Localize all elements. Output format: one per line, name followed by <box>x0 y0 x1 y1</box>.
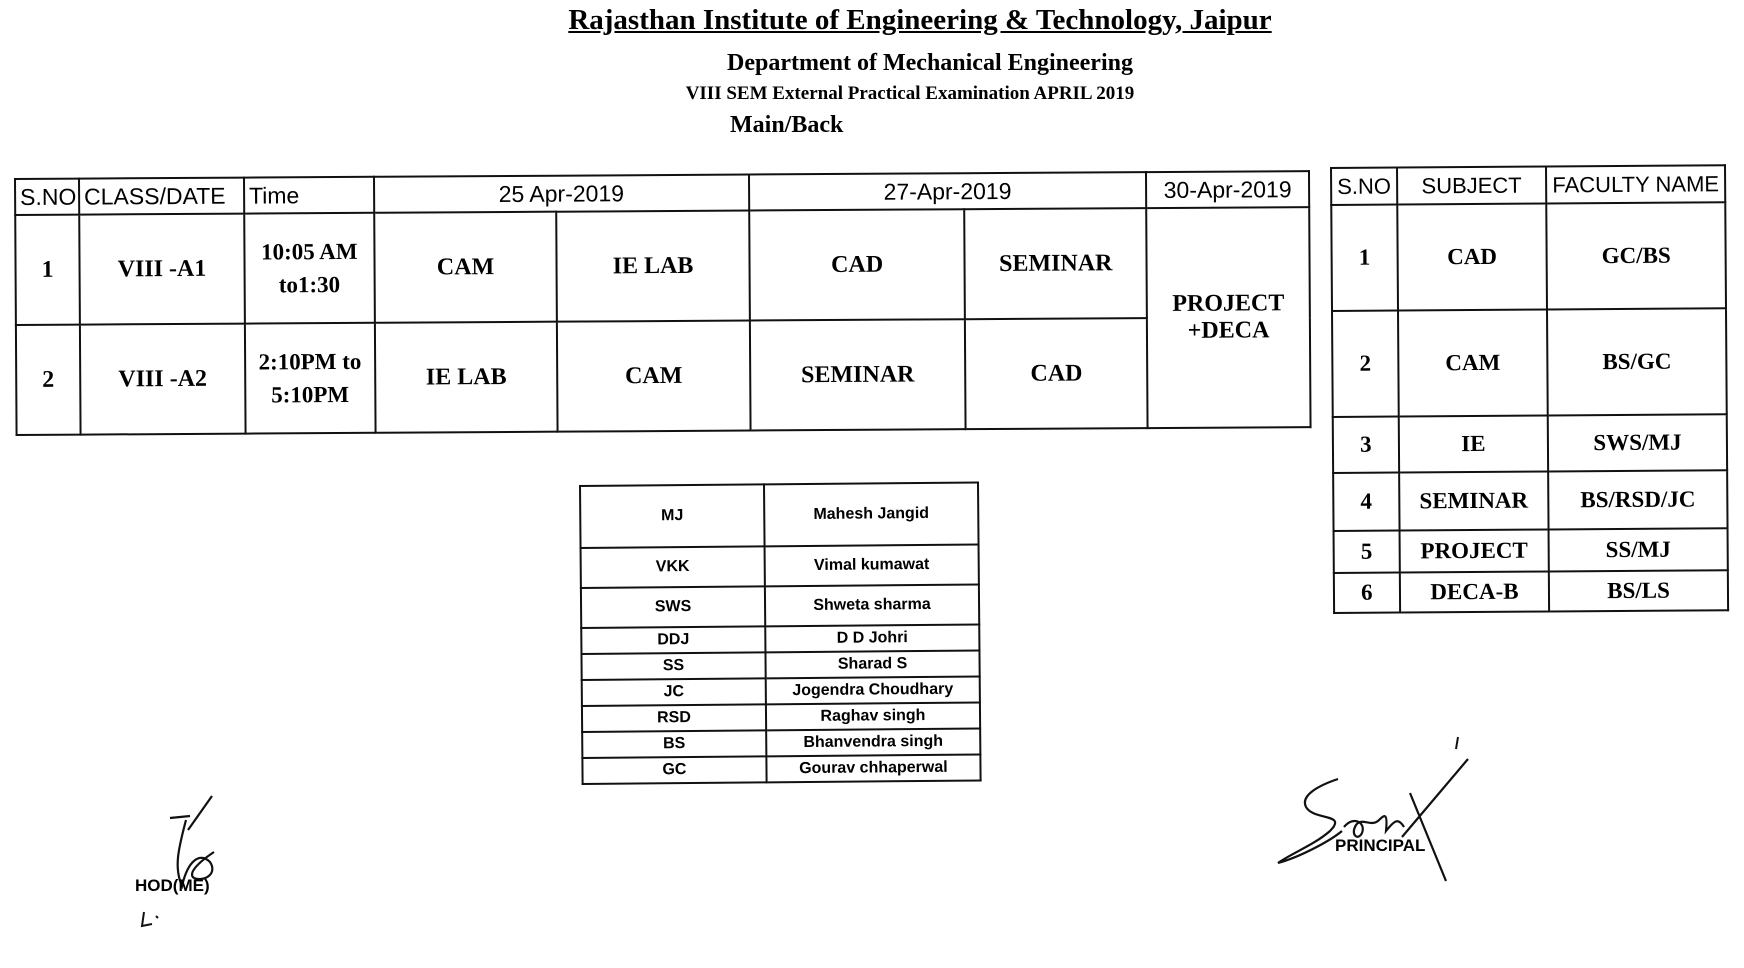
slot-date3-line1: PROJECT <box>1172 290 1285 317</box>
slot-date3-line2: +DECA <box>1187 317 1270 344</box>
exam-mode: Main/Back <box>730 112 844 138</box>
abbr-full-name: D D Johri <box>765 625 979 653</box>
abbr-row <box>582 703 980 732</box>
slot-date1-a: IE LAB <box>375 322 558 433</box>
principal-signature <box>1270 735 1470 885</box>
abbr-row <box>581 545 979 588</box>
abbr-code: SS <box>581 652 765 680</box>
abbr-code: SWS <box>581 586 765 628</box>
time-end: 5:10PM <box>271 381 350 408</box>
faculty-row <box>1331 202 1726 311</box>
faculty-sno: 2 <box>1332 311 1399 417</box>
abbr-row <box>582 729 980 758</box>
faculty-subject: CAM <box>1398 309 1548 416</box>
faculty-name: SWS/MJ <box>1548 414 1727 471</box>
abbr-row <box>581 651 979 680</box>
header-class-date: CLASS/DATE <box>79 178 244 215</box>
schedule-row <box>16 317 1311 435</box>
faculty-table <box>1330 164 1729 614</box>
abbr-code: JC <box>582 678 766 706</box>
abbr-full-name: Shweta sharma <box>765 585 979 627</box>
faculty-subject: CAD <box>1397 203 1547 310</box>
slot-date2-b: SEMINAR <box>965 208 1147 319</box>
slot-date2-a: SEMINAR <box>750 319 966 430</box>
abbr-row <box>581 625 979 654</box>
row-class: VIII -A2 <box>80 324 246 435</box>
institute-title: Rajasthan Institute of Engineering & Technology, Jaipur <box>568 4 1272 36</box>
schedule-row <box>15 207 1310 325</box>
principal-label: PRINCIPAL <box>1335 836 1426 855</box>
faculty-sno: 4 <box>1333 473 1399 531</box>
time-end: to1:30 <box>278 272 341 298</box>
time-start: 10:05 AM <box>260 238 358 265</box>
header-date-3: 30-Apr-2019 <box>1146 171 1309 208</box>
header-date-2: 27-Apr-2019 <box>749 172 1147 210</box>
schedule-table <box>14 170 1312 436</box>
abbr-code: GC <box>582 756 766 784</box>
faculty-subject: PROJECT <box>1399 529 1549 572</box>
abbreviation-table <box>579 482 982 785</box>
faculty-row <box>1333 470 1727 531</box>
row-sno: 2 <box>16 325 81 435</box>
faculty-sno: 5 <box>1334 531 1400 573</box>
hod-signature <box>130 790 240 940</box>
abbr-code: RSD <box>582 704 766 732</box>
header-sno: S.NO <box>15 179 79 215</box>
faculty-header-row <box>1331 165 1725 205</box>
abbr-full-name: Raghav singh <box>766 703 980 731</box>
header-sno: S.NO <box>1331 168 1397 205</box>
abbr-code: DDJ <box>581 626 765 654</box>
abbr-full-name: Vimal kumawat <box>764 545 978 587</box>
row-time <box>244 213 374 324</box>
hod-label: HOD(ME) <box>135 876 210 895</box>
row-sno: 1 <box>15 215 80 325</box>
abbr-full-name: Mahesh Jangid <box>764 483 979 547</box>
faculty-sno: 3 <box>1333 417 1399 473</box>
abbr-full-name: Gourav chhaperwal <box>766 755 980 783</box>
slot-date1-a: CAM <box>374 212 557 323</box>
slot-date2-a: CAD <box>749 209 965 320</box>
faculty-row <box>1334 570 1728 613</box>
row-class: VIII -A1 <box>79 214 245 325</box>
faculty-row <box>1332 308 1727 417</box>
abbr-code: VKK <box>581 546 765 588</box>
faculty-name: GC/BS <box>1546 202 1726 309</box>
abbr-code: MJ <box>580 484 764 548</box>
exam-title: VIII SEM External Practical Examination APRIL 2019 <box>685 83 1135 104</box>
faculty-name: SS/MJ <box>1549 528 1728 571</box>
slot-date1-b: CAM <box>557 321 750 432</box>
faculty-name: BS/RSD/JC <box>1548 470 1727 529</box>
faculty-subject: IE <box>1399 415 1549 472</box>
faculty-subject: DECA-B <box>1400 571 1550 612</box>
abbr-row <box>582 677 980 706</box>
row-time <box>245 323 375 434</box>
faculty-name: BS/LS <box>1549 570 1728 611</box>
department-title: Department of Mechanical Engineering <box>727 50 1133 76</box>
slot-date3 <box>1146 207 1310 428</box>
faculty-row <box>1333 414 1727 473</box>
abbr-full-name: Bhanvendra singh <box>766 729 980 757</box>
abbr-code: BS <box>582 730 766 758</box>
faculty-subject: SEMINAR <box>1399 471 1549 530</box>
faculty-sno: 1 <box>1331 205 1398 311</box>
faculty-row <box>1334 528 1728 573</box>
abbr-full-name: Jogendra Choudhary <box>766 677 980 705</box>
slot-date1-b: IE LAB <box>556 211 749 322</box>
time-start: 2:10PM to <box>258 348 362 375</box>
abbr-row <box>582 755 980 784</box>
abbr-row <box>581 585 979 628</box>
header-subject: SUBJECT <box>1397 166 1547 204</box>
header-faculty: FACULTY NAME <box>1546 165 1725 203</box>
faculty-name: BS/GC <box>1547 308 1727 415</box>
abbr-row <box>580 483 979 548</box>
header-time: Time <box>244 177 374 214</box>
abbr-full-name: Sharad S <box>765 651 979 679</box>
slot-date2-b: CAD <box>965 318 1147 429</box>
header-date-1: 25 Apr-2019 <box>374 175 749 213</box>
faculty-sno: 6 <box>1334 573 1400 613</box>
